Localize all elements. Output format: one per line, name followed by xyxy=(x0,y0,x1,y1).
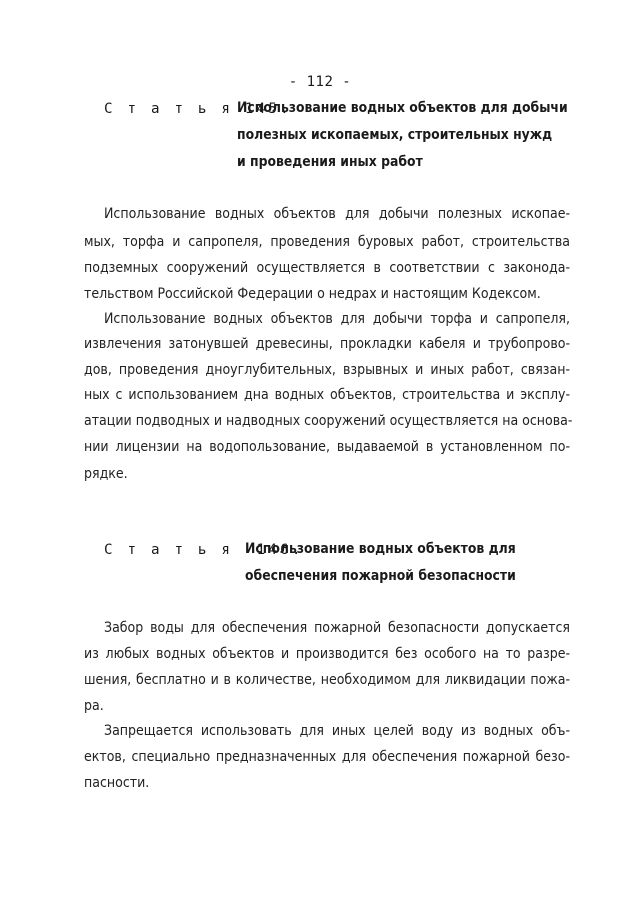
article-146-p2-line-1: Запрещается использовать для иных целей воду из водных объ- xyxy=(104,723,570,739)
article-145-p2-line-3: дов, проведения дноуглубительных, взрывных и иных работ, связан- xyxy=(84,362,570,378)
article-145-title-line-3: и проведения иных работ xyxy=(237,154,423,170)
article-146-p2-line-3: пасности. xyxy=(84,775,150,791)
article-145-p2-line-7: рядке. xyxy=(84,466,128,482)
article-145-p2-line-1: Использование водных объектов для добычи торфа и сапропеля, xyxy=(104,311,570,327)
article-146-p1-line-3: шения, бесплатно и в количестве, необходимом для ликвидации пожа- xyxy=(84,672,570,688)
article-145-title xyxy=(237,95,568,176)
article-145-p1-line-2: мых, торфа и сапропеля, проведения буровых работ, строительства xyxy=(84,234,570,250)
article-146-title-line-1: Использование водных объектов для xyxy=(245,541,516,557)
article-146-title-line-2: обеспечения пожарной безопасности xyxy=(245,568,516,584)
article-146-label: С т а т ь я 146. xyxy=(104,542,304,558)
article-145-p2-line-2: извлечения затонувшей древесины, прокладки кабеля и трубопрово- xyxy=(84,336,570,352)
article-145-title-line-2: полезных ископаемых, строительных нужд xyxy=(237,127,553,143)
article-145-p1-line-4: тельством Российской Федерации о недрах и настоящим Кодексом. xyxy=(84,286,541,302)
article-145-label: С т а т ь я 145. xyxy=(104,101,292,117)
article-145-p1-line-1: Использование водных объектов для добычи полезных ископае- xyxy=(104,206,570,222)
article-145-p1-line-3: подземных сооружений осуществляется в соответствии с законода- xyxy=(84,260,570,276)
article-146-p2-line-2: ектов, специально предназначенных для обеспечения пожарной безо- xyxy=(84,749,570,765)
article-145-p2-line-4: ных с использованием дна водных объектов, строительства и эксплу- xyxy=(84,387,570,403)
article-146-p1-line-2: из любых водных объектов и производится без особого на то разре- xyxy=(84,646,570,662)
article-146-p1-line-4: ра. xyxy=(84,698,104,714)
article-145-title-line-1: Использование водных объектов для добычи xyxy=(237,100,568,116)
page-number: - 112 - xyxy=(288,74,352,90)
article-145-p2-line-6: нии лицензии на водопользование, выдаваемой в установленном по- xyxy=(84,439,570,455)
article-146-title xyxy=(245,536,516,590)
article-145-p2-line-5: атации подводных и надводных сооружений осуществляется на основа- xyxy=(84,413,573,429)
article-146-p1-line-1: Забор воды для обеспечения пожарной безопасности допускается xyxy=(104,620,570,636)
